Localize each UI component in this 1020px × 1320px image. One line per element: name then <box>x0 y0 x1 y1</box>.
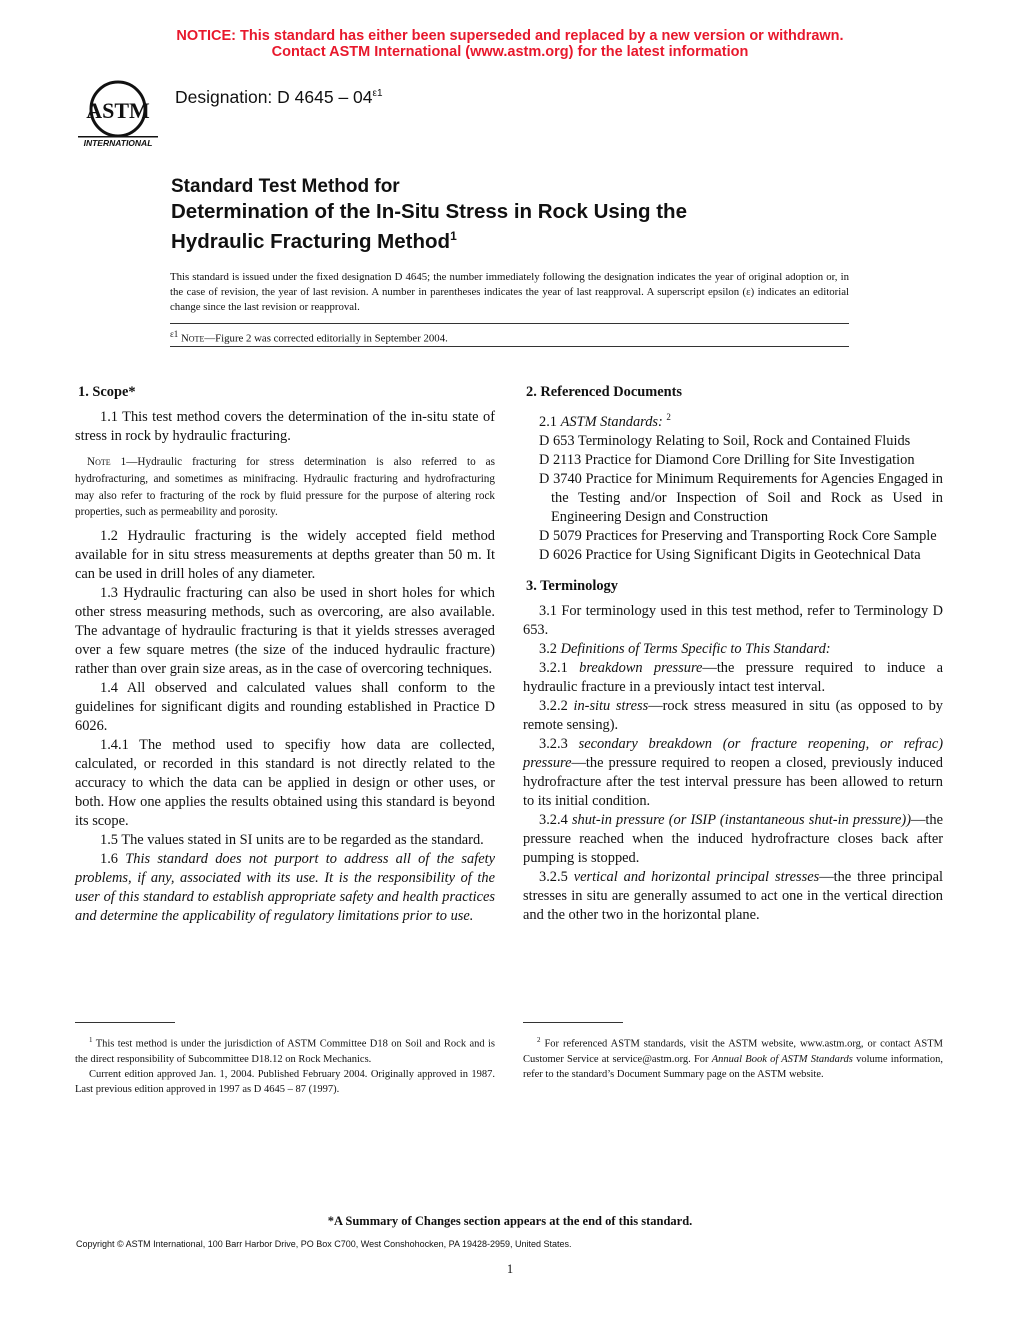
note-1-text: —Hydraulic fracturing for stress determination is also referred to as hydrofracturing, and sometimes as minifracing. Hydraulic fracturing and hydrofracturing may also refer to fracturing of the rock by fluid pressure for the purpose of altering rock properties, such as permeability and porosity. <box>75 456 495 519</box>
definition-text: —rock stress measured in situ (as opposed to by remote sensing). <box>523 697 943 733</box>
paragraph-2-1-footnote-mark: 2 <box>666 412 671 422</box>
astm-logo <box>76 78 160 150</box>
paragraph-2-1 <box>523 408 943 432</box>
definition-number: 3.2.2 <box>539 697 568 714</box>
definition-term: secondary breakdown (or fracture reopening, or refrac) pressure <box>523 735 943 771</box>
footnote-2-mark: 2 <box>537 1036 541 1044</box>
reference-item: D 2113 Practice for Diamond Core Drilling for Site Investigation <box>539 451 915 468</box>
paragraph-1-5: 1.5 The values stated in SI units are to be regarded as the standard. <box>100 832 484 849</box>
note-1-label: Note 1 <box>87 456 127 468</box>
definition-text: —the three principal stresses in situ are generally assumed to act one in the vertical direction and the other two in the horizontal plane. <box>523 868 944 923</box>
left-column <box>75 383 495 926</box>
definition-term: breakdown pressure <box>579 659 703 676</box>
logo-subtext: INTERNATIONAL <box>83 138 153 148</box>
definition-item <box>523 868 943 925</box>
paragraph-1-1: 1.1 This test method covers the determination of the in-situ state of stress in rock by hydraulic fracturing. <box>75 409 495 444</box>
paragraph-3-2 <box>523 640 943 659</box>
paragraph-1-3: 1.3 Hydraulic fracturing can also be used in short holes for which other stress measuring methods, such as overcoring, are also available. The advantage of hydraulic fracturing is that it yields stresses averaged over a few square metres (the size of the induced hydraulic fracture) rather than over grain size areas, as in the case of overcoring techniques. <box>75 585 495 678</box>
footnote-1-text: This test method is under the jurisdiction of ASTM Committee D18 on Soil and Rock and is the direct responsibility of Subcommittee D18.12 on Rock Mechanics. <box>75 1038 495 1065</box>
section-heading-terminology: 3. Terminology <box>526 577 618 594</box>
section-heading-scope: 1. Scope* <box>78 384 136 400</box>
editorial-note-label: Note <box>180 332 205 345</box>
definition-number: 3.2.4 <box>539 811 568 828</box>
designation-label: Designation: D 4645 – 04 <box>175 87 373 107</box>
title-footnote-mark: 1 <box>450 229 457 243</box>
definition-number: 3.2.3 <box>539 735 568 752</box>
divider <box>170 323 849 324</box>
paragraph-1-6-text: This standard does not purport to address all of the safety problems, if any, associated with its use. It is the responsibility of the user of this standard to establish appropriate safety and health practices and determine the applicability of regulatory limitations prior to use. <box>75 851 495 925</box>
definition-term: vertical and horizontal principal stresses <box>573 868 820 885</box>
definition-item <box>523 697 943 735</box>
definition-item <box>523 735 943 811</box>
summary-of-changes-note: *A Summary of Changes section appears at the end of this standard. <box>327 1214 693 1228</box>
paragraph-1-4: 1.4 All observed and calculated values shall conform to the guidelines for significant digits and rounding established in Practice D 6026. <box>75 680 495 735</box>
footnote-1-approval: Current edition approved Jan. 1, 2004. Published February 2004. Originally approved in 1987. Last previous edition approved in 1997 as D 4645 – 87 (1997). <box>75 1068 495 1095</box>
note-1 <box>75 454 495 521</box>
reference-item: D 6026 Practice for Using Significant Digits in Geotechnical Data <box>539 546 921 563</box>
footnote-1 <box>75 1033 495 1097</box>
paragraph-1-2: 1.2 Hydraulic fracturing is the widely accepted field method available for in situ stress measurements at depths greater than 50 m. It can be used in drill holes of any diameter. <box>75 528 495 583</box>
designation-epsilon: ε1 <box>372 88 383 100</box>
definition-number: 3.2.5 <box>539 868 568 885</box>
editorial-note <box>170 329 448 345</box>
definition-term: in-situ stress <box>573 697 649 714</box>
page-number: 1 <box>506 1262 514 1276</box>
designation <box>175 87 383 108</box>
paragraph-2-1-text: ASTM Standards: <box>560 413 663 430</box>
paragraph-1-4-1: 1.4.1 The method used to specifiy how data are collected, calculated, or recorded in this standard is not directly related to the accuracy to which the data can be applied in design or other uses, or both. How one applies the results obtained using this standard is beyond its scope. <box>75 737 495 830</box>
definition-term: shut-in pressure (or ISIP (instantaneous shut-in pressure)) <box>571 811 911 828</box>
definition-item <box>523 811 943 868</box>
footnote-1-mark: 1 <box>89 1036 93 1044</box>
footnote-2-text-end: volume information, refer to the standard’s Document Summary page on the ASTM website. <box>523 1053 943 1080</box>
notice-line-2: Contact ASTM International (www.astm.org) for the latest information <box>271 44 749 60</box>
paragraph-2-1-number: 2.1 <box>539 413 557 430</box>
definition-text: —the pressure required to reopen a closed, previously induced hydrofracture after the test interval pressure has been allowed to return to its initial condition. <box>523 754 943 809</box>
footnote-2 <box>523 1033 943 1082</box>
paragraph-1-6-number: 1.6 <box>100 851 118 868</box>
paragraph-3-1: 3.1 For terminology used in this test method, refer to Terminology D 653. <box>523 602 943 638</box>
title-line-2: Determination of the In-Situ Stress in Rock Using the <box>171 200 687 223</box>
footnote-divider <box>523 1022 623 1023</box>
definition-text: —the pressure required to induce a hydraulic fracture in a previously intact test interval. <box>523 659 943 695</box>
issued-statement: This standard is issued under the fixed designation D 4645; the number immediately following the designation indicates the year of original adoption or, in the case of revision, the year of last revision. A number in parentheses indicates the year of last reapproval. A superscript epsilon (ε) indicates an editorial change since the last revision or reapproval. <box>170 271 849 313</box>
logo-text: ASTM <box>86 98 150 123</box>
reference-item: D 653 Terminology Relating to Soil, Rock and Contained Fluids <box>539 432 911 449</box>
notice-line-1: NOTICE: This standard has either been superseded and replaced by a new version or withdrawn. <box>176 28 844 44</box>
editorial-note-text: —Figure 2 was corrected editorially in September 2004. <box>204 332 448 345</box>
paragraph-1-6 <box>75 850 495 926</box>
reference-item: D 3740 Practice for Minimum Requirements for Agencies Engaged in the Testing and/or Inspection of Soil and Rock as Used in Engineering Design and Construction <box>539 470 943 525</box>
right-column <box>523 383 943 925</box>
editorial-note-mark: ε1 <box>170 329 179 339</box>
paragraph-3-2-text: Definitions of Terms Specific to This Standard: <box>560 640 831 657</box>
document-title <box>171 174 687 254</box>
title-line-1: Standard Test Method for <box>171 176 400 197</box>
title-line-3: Hydraulic Fracturing Method <box>171 229 451 253</box>
divider <box>170 346 849 347</box>
footnote-divider <box>75 1022 175 1023</box>
copyright: Copyright © ASTM International, 100 Barr Harbor Drive, PO Box C700, West Conshohocken, PA 19428-2959, United States. <box>76 1239 572 1249</box>
reference-item: D 5079 Practices for Preserving and Transporting Rock Core Sample <box>539 527 937 544</box>
definition-text: —the pressure reached when the induced hydrofracture closes back after pumping is stopped. <box>523 811 943 866</box>
footnote-2-text: For referenced ASTM standards, visit the ASTM website, www.astm.org, or contact ASTM Customer Service at service@astm.org. For <box>523 1038 944 1065</box>
section-heading-referenced-documents: 2. Referenced Documents <box>526 384 682 400</box>
paragraph-3-2-number: 3.2 <box>539 640 557 657</box>
definition-number: 3.2.1 <box>539 659 568 676</box>
footnote-2-italic: Annual Book of ASTM Standards <box>711 1053 853 1065</box>
definition-item <box>523 659 943 697</box>
